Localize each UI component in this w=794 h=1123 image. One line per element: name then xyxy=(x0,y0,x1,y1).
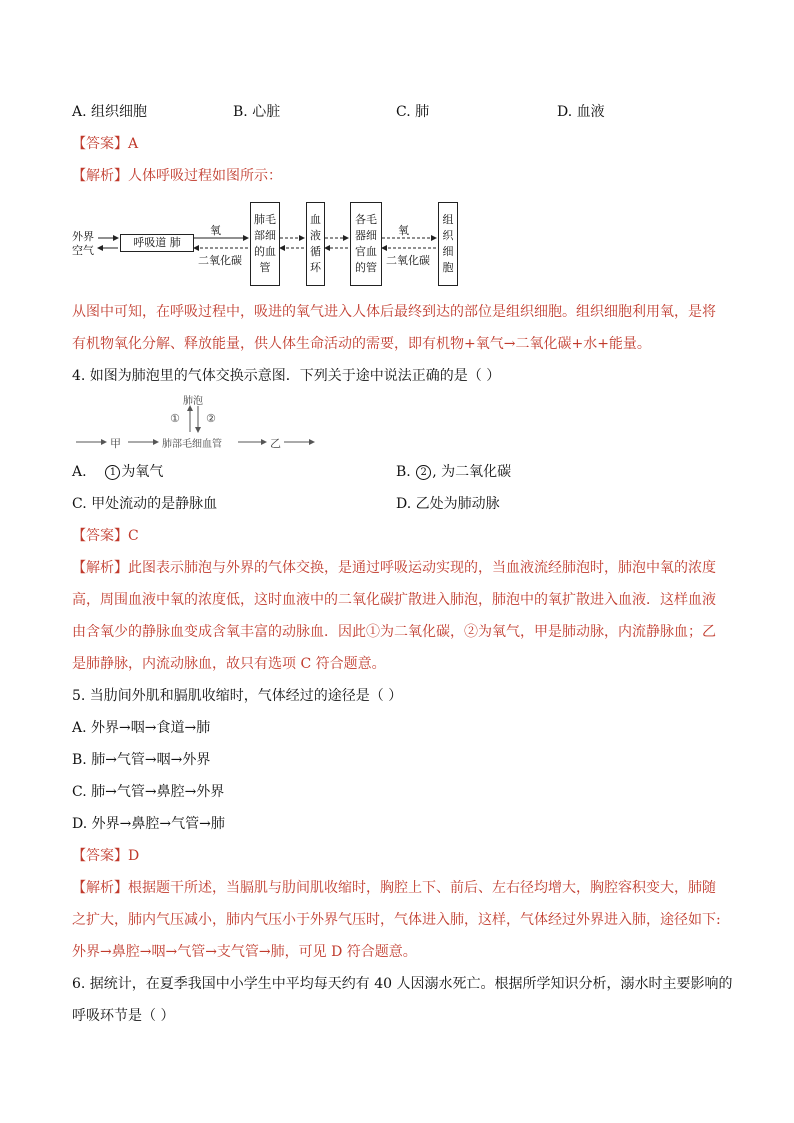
yi-label: 乙 xyxy=(270,437,281,450)
lung-cap-2: 部细 xyxy=(254,229,276,242)
co2-label-1: 二氧化碳 xyxy=(198,254,242,267)
q4-option-a xyxy=(72,462,163,482)
q4-stem: 4. 如图为肺泡里的气体交换示意图．下列关于途中说法正确的是（ ） xyxy=(72,368,501,384)
blood-1: 血 xyxy=(310,213,321,226)
circled-2-icon: 2 xyxy=(416,465,431,480)
answer-bracket: 【答案】 xyxy=(72,136,128,152)
oxygen-label-2: 氧 xyxy=(398,224,409,237)
q4-option-c: C. 甲处流动的是静脉血 xyxy=(72,496,218,512)
airway-box: 呼吸道 肺 xyxy=(120,234,194,252)
q5-option-d: D. 外界→鼻腔→气管→肺 xyxy=(72,816,225,832)
organ-cap-2: 器细 xyxy=(355,229,377,242)
organ-capillary-box xyxy=(350,202,382,286)
q4-analysis-text-1: 此图表示肺泡与外界的气体交换，是通过呼吸运动实现的，当血液流经肺泡时，肺泡中氧的浓度 xyxy=(128,560,716,576)
q4-option-a-prefix: A. xyxy=(72,464,87,480)
q5-answer-value: D xyxy=(128,848,140,864)
q5-analysis-1 xyxy=(72,878,716,898)
tissue-2: 织 xyxy=(442,229,454,242)
q4-option-a-text: 为氧气 xyxy=(121,464,164,480)
q6-stem-2: 呼吸环节是（ ） xyxy=(72,1008,175,1024)
co2-label-2: 二氧化碳 xyxy=(386,254,430,267)
analysis-text-3: 有机物氧化分解、释放能量，供人体生命活动的需要，即有机物+氧气→二氧化碳+水+能量。 xyxy=(72,336,651,352)
q4-answer-bracket: 【答案】 xyxy=(72,528,128,544)
lung-cap-1: 肺毛 xyxy=(254,213,276,226)
blood-4: 环 xyxy=(310,261,321,274)
option-d: D. 血液 xyxy=(557,104,605,120)
q5-analysis-bracket: 【解析】 xyxy=(72,880,128,896)
alveolus-diagram xyxy=(72,392,332,452)
lung-cap-4: 管 xyxy=(259,261,271,274)
q5-option-b: B. 肺→气管→咽→外界 xyxy=(72,752,211,768)
blood-2: 液 xyxy=(310,229,321,242)
q4-option-d: D. 乙处为肺动脉 xyxy=(396,496,500,512)
blood-circulation-box xyxy=(306,202,325,286)
q4-analysis-4: 是肺静脉，内流动脉血，故只有选项 C 符合题意。 xyxy=(72,656,386,672)
arrow-1-label: ① xyxy=(170,412,180,425)
tissue-1: 组 xyxy=(442,213,454,226)
analysis-text-2: 从图中可知，在呼吸过程中，吸进的氧气进入人体后最终到达的部位是组织细胞。组织细胞利用氧，是将 xyxy=(72,304,716,320)
q4-option-b-prefix: B. xyxy=(396,464,411,480)
circled-1-icon: 1 xyxy=(105,465,120,480)
q4-analysis-3: 由含氧少的静脉血变成含氧丰富的动脉血．因此①为二氧化碳，②为氧气，甲是肺动脉，内流静脉血；乙 xyxy=(72,624,716,640)
q4-option-b xyxy=(396,462,511,482)
organ-cap-3: 官血 xyxy=(355,245,377,258)
q5-option-a: A. 外界→咽→食道→肺 xyxy=(72,720,211,736)
respiration-diagram xyxy=(72,198,472,290)
q4-analysis-bracket: 【解析】 xyxy=(72,560,128,576)
analysis-bracket: 【解析】 xyxy=(72,168,128,184)
option-a: A. 组织细胞 xyxy=(72,104,148,120)
q4-answer-value: C xyxy=(128,528,139,544)
air-label: 空气 xyxy=(72,244,94,257)
q4-answer xyxy=(72,526,139,546)
q5-analysis-text-1: 根据题干所述，当膈肌与肋间肌收缩时，胸腔上下、前后、左右径均增大，胸腔容积变大，肺随 xyxy=(128,880,716,896)
alveolus-label: 肺泡 xyxy=(183,396,203,407)
lung-cap-3: 的血 xyxy=(254,245,276,258)
outside-label: 外界 xyxy=(72,230,94,243)
arrow-2-label: ② xyxy=(206,412,216,425)
organ-cap-4: 的管 xyxy=(355,261,377,274)
q4-option-b-text: , 为二氧化碳 xyxy=(432,464,512,480)
blood-3: 循 xyxy=(310,245,321,258)
tissue-cell-box xyxy=(438,202,458,286)
q5-stem: 5. 当肋间外肌和膈肌收缩时，气体经过的途径是（ ） xyxy=(72,688,403,704)
q5-analysis-2: 之扩大，肺内气压减小，肺内气压小于外界气压时，气体进入肺，这样，气体经过外界进入肺，途径如下: xyxy=(72,912,721,928)
analysis-line xyxy=(72,166,282,186)
option-c: C. 肺 xyxy=(396,104,430,120)
q4-analysis-1 xyxy=(72,558,716,578)
answer-line xyxy=(72,134,138,154)
q6-stem-1: 6. 据统计，在夏季我国中小学生中平均每天约有 40 人因溺水死亡。根据所学知识分析，溺水时主要影响的 xyxy=(72,976,733,992)
q4-analysis-2: 高，周围血液中氧的浓度低，这时血液中的二氧化碳扩散进入肺泡，肺泡中的氧扩散进入血液．这样血液 xyxy=(72,592,716,608)
organ-cap-1: 各毛 xyxy=(355,213,377,226)
tissue-4: 胞 xyxy=(442,261,454,274)
q5-analysis-3: 外界→鼻腔→咽→气管→支气管→肺，可见 D 符合题意。 xyxy=(72,944,417,960)
answer-value: A xyxy=(128,136,139,152)
analysis-text: 人体呼吸过程如图所示： xyxy=(128,168,282,184)
jia-label: 甲 xyxy=(110,437,121,450)
oxygen-label-1: 氧 xyxy=(210,224,221,237)
q5-answer-bracket: 【答案】 xyxy=(72,848,128,864)
lung-capillary-box xyxy=(250,202,280,286)
q5-answer xyxy=(72,846,139,866)
tissue-3: 细 xyxy=(442,245,454,258)
q5-option-c: C. 肺→气管→鼻腔→外界 xyxy=(72,784,225,800)
capillary-label: 肺部毛细血管 xyxy=(162,439,222,450)
option-b: B. 心脏 xyxy=(233,104,281,120)
